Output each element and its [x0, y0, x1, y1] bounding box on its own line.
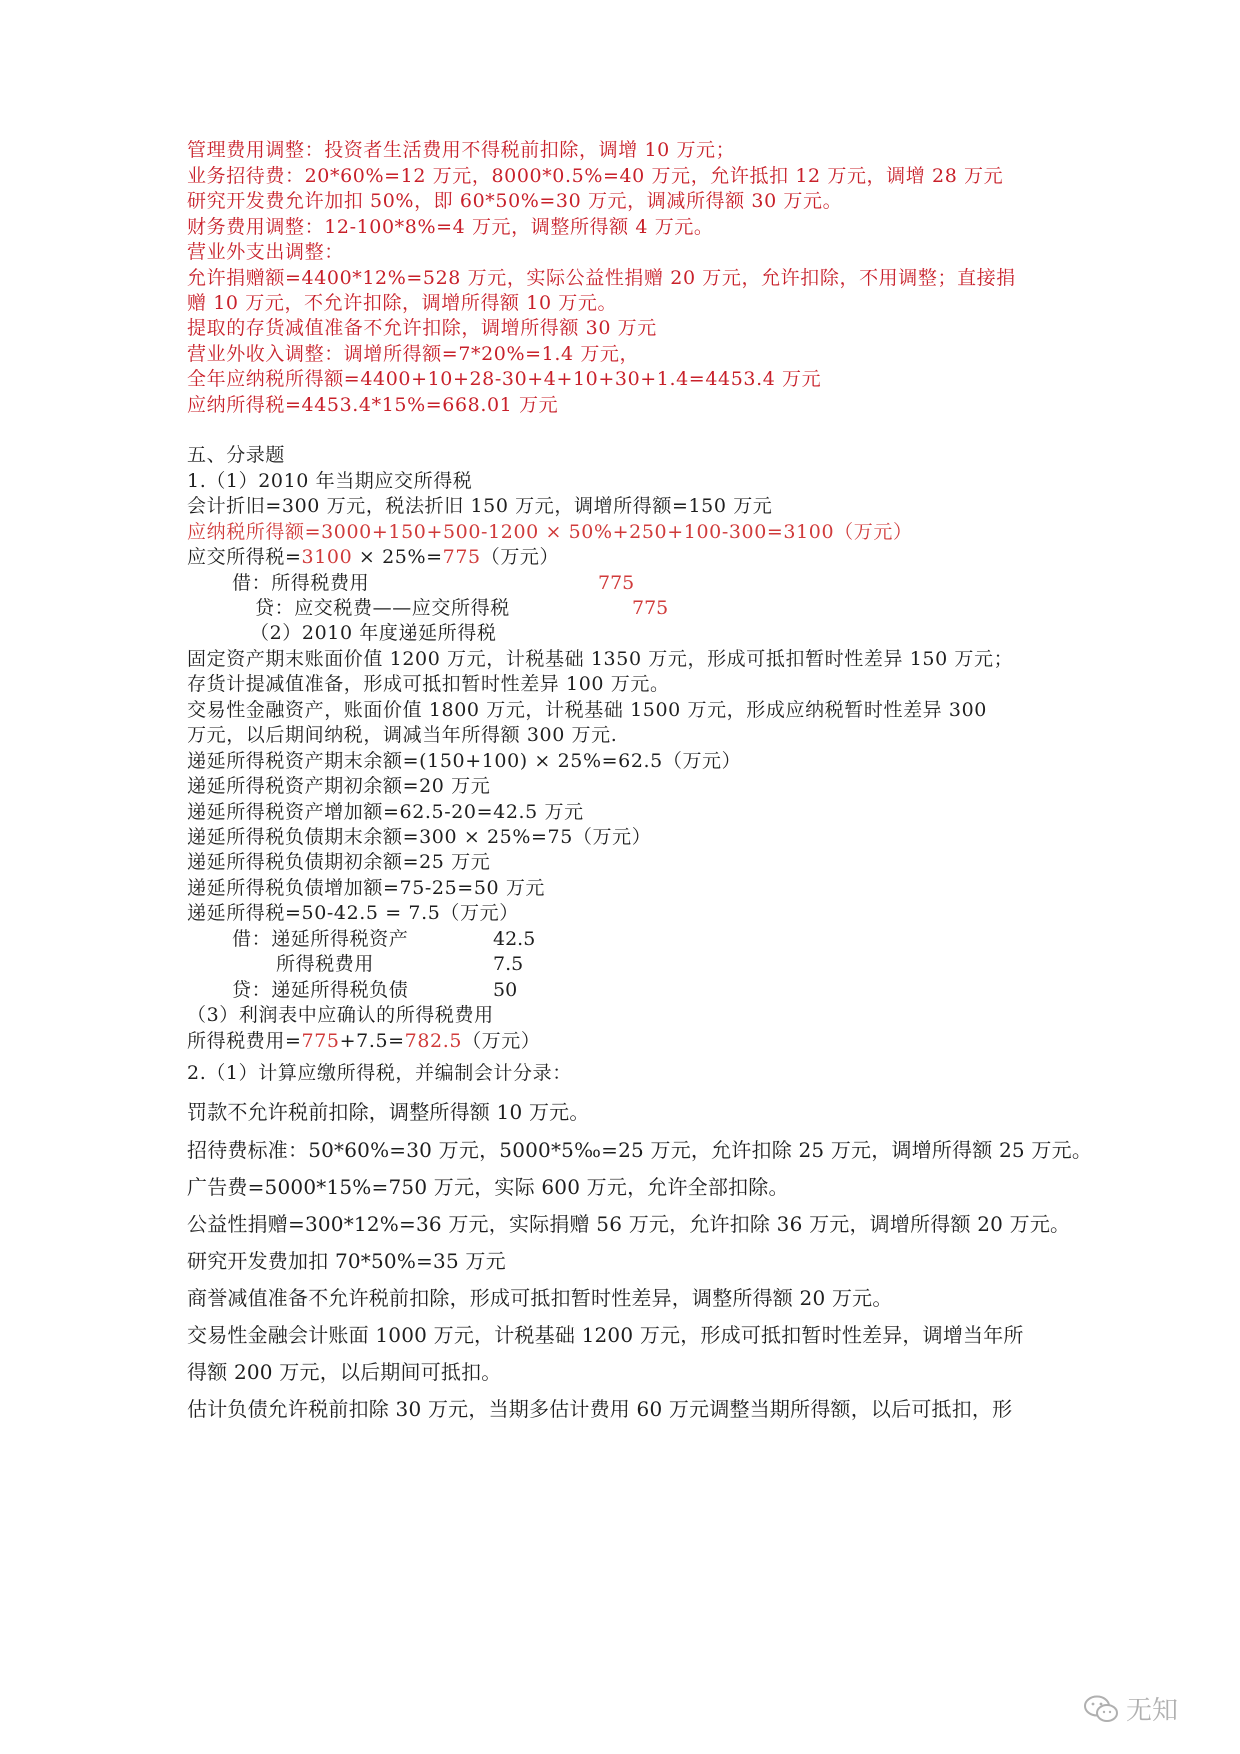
q2-advertising: 广告费=5000*15%=750 万元，实际 600 万元，允许全部扣除。 [187, 1175, 789, 1199]
adjust-line-4: 财务费用调整：12-100*8%=4 万元，调整所得额 4 万元。 [187, 216, 714, 238]
q2-rd: 研究开发费加扣 70*50%=35 万元 [187, 1249, 506, 1273]
adjust-line-7: 赠 10 万元，不允许扣除，调增所得额 10 万元。 [187, 292, 618, 314]
q1-tax-expense-label: 所得税费用= [187, 1030, 302, 1052]
section-title: 五、分录题 [187, 444, 286, 466]
q1-fixed-assets: 固定资产期末账面价值 1200 万元，计税基础 1350 万元，形成可抵扣暂时性差异 150 万元； [187, 648, 1014, 670]
adjust-line-8: 提取的存货减值准备不允许扣除，调增所得额 30 万元 [187, 317, 657, 339]
adjust-line-6: 允许捐赠额=4400*12%=528 万元，实际公益性捐赠 20 万元，允许扣除，不用调整；直接捐 [187, 267, 1016, 289]
q1-tax-expense-current: 775 [301, 1030, 340, 1052]
q1-part2-heading: （2）2010 年度递延所得税 [250, 622, 497, 644]
q2-estimated-liability: 估计负债允许税前扣除 30 万元，当期多估计费用 60 万元调整当期所得额，以后可抵扣，形 [187, 1397, 1013, 1421]
watermark-text: 无知 [1126, 1696, 1179, 1726]
q2-donation: 公益性捐赠=300*12%=36 万元，实际捐赠 56 万元，允许扣除 36 万元，调增所得额 20 万元。 [187, 1212, 1071, 1236]
q1-dtl-begin: 递延所得税负债期初余额=25 万元 [187, 851, 491, 873]
adjust-line-1: 管理费用调整：投资者生活费用不得税前扣除，调增 10 万元； [187, 139, 736, 161]
q1-tax-payable-rate: × 25%= [352, 546, 443, 568]
q1-tax-payable-label: 应交所得税= [187, 546, 302, 568]
q1-tax-expense-deferred: +7.5= [339, 1030, 405, 1052]
adjust-line-3: 研究开发费允许加扣 50%，即 60*50%=30 万元，调减所得额 30 万元。 [187, 190, 843, 212]
q1-taxable-income: 应纳税所得额=3000+150+500-1200 × 50%+250+100-300=3100（万元） [187, 521, 913, 543]
je2-credit-label: 贷：递延所得税负债 [232, 979, 409, 1001]
q2-part1-heading: 2.（1）计算应缴所得税，并编制会计分录： [187, 1062, 572, 1084]
q1-trading-assets-2: 万元，以后期间纳税，调减当年所得额 300 万元. [187, 724, 618, 746]
watermark [1082, 1690, 1178, 1727]
q1-dtl-increase: 递延所得税负债增加额=75-25=50 万元 [187, 877, 546, 899]
q1-part3-heading: （3）利润表中应确认的所得税费用 [187, 1004, 494, 1026]
q1-trading-assets-1: 交易性金融资产，账面价值 1800 万元，计税基础 1500 万元，形成应纳税暂时性差异 300 [187, 699, 987, 721]
q2-trading-assets-1: 交易性金融会计账面 1000 万元，计税基础 1200 万元，形成可抵扣暂时性差异，调增当年所 [187, 1323, 1024, 1347]
je1-debit-label: 借：所得税费用 [232, 572, 370, 594]
q1-dta-increase: 递延所得税资产增加额=62.5-20=42.5 万元 [187, 801, 584, 823]
adjust-line-5: 营业外支出调整： [187, 241, 344, 263]
adjust-line-9: 营业外收入调整：调增所得额=7*20%=1.4 万元， [187, 343, 640, 365]
je1-credit-label: 贷：应交税费——应交所得税 [255, 597, 510, 619]
q1-dta-end: 递延所得税资产期末余额=(150+100) × 25%=62.5（万元） [187, 750, 742, 772]
q1-tax-expense [187, 1029, 540, 1053]
q2-goodwill: 商誉减值准备不允许税前扣除，形成可抵扣暂时性差异，调整所得额 20 万元。 [187, 1286, 893, 1310]
q1-dta-begin: 递延所得税资产期初余额=20 万元 [187, 775, 491, 797]
q1-deferred-tax: 递延所得税=50-42.5 = 7.5（万元） [187, 902, 519, 924]
q1-part1-heading: 1.（1）2010 年当期应交所得税 [187, 470, 473, 492]
q1-depreciation: 会计折旧=300 万元，税法折旧 150 万元，调增所得额=150 万元 [187, 495, 773, 517]
q1-tax-payable-unit: （万元） [480, 546, 560, 568]
q1-tax-expense-unit: （万元） [462, 1030, 541, 1052]
q2-fine: 罚款不允许税前扣除，调整所得额 10 万元。 [187, 1100, 590, 1124]
q2-trading-assets-2: 得额 200 万元，以后期间可抵扣。 [187, 1360, 502, 1384]
q1-tax-expense-total: 782.5 [404, 1030, 463, 1052]
je2-credit-amount: 50 [493, 979, 518, 1001]
je1-credit-amount: 775 [632, 597, 669, 619]
q1-inventory: 存货计提减值准备，形成可抵扣暂时性差异 100 万元。 [187, 673, 670, 695]
q1-tax-payable [187, 545, 559, 569]
je2-debit2-amount: 7.5 [493, 953, 524, 975]
je2-debit1-label: 借：递延所得税资产 [232, 928, 409, 950]
adjust-line-10: 全年应纳税所得额=4400+10+28-30+4+10+30+1.4=4453.4 万元 [187, 368, 822, 390]
adjust-line-11: 应纳所得税=4453.4*15%=668.01 万元 [187, 394, 559, 416]
q1-tax-payable-base: 3100 [301, 546, 353, 568]
je2-debit2-label: 所得税费用 [276, 953, 375, 975]
wechat-icon [1082, 1694, 1120, 1724]
je1-debit-amount: 775 [598, 572, 635, 594]
q1-dtl-end: 递延所得税负债期末余额=300 × 25%=75（万元） [187, 826, 652, 848]
q2-entertainment: 招待费标准：50*60%=30 万元，5000*5‰=25 万元，允许扣除 25 万元，调增所得额 25 万元。 [187, 1138, 1093, 1162]
adjust-line-2: 业务招待费：20*60%=12 万元，8000*0.5%=40 万元，允许抵扣 12 万元，调增 28 万元 [187, 165, 1004, 187]
je2-debit1-amount: 42.5 [493, 928, 536, 950]
q1-tax-payable-amount: 775 [442, 546, 481, 568]
